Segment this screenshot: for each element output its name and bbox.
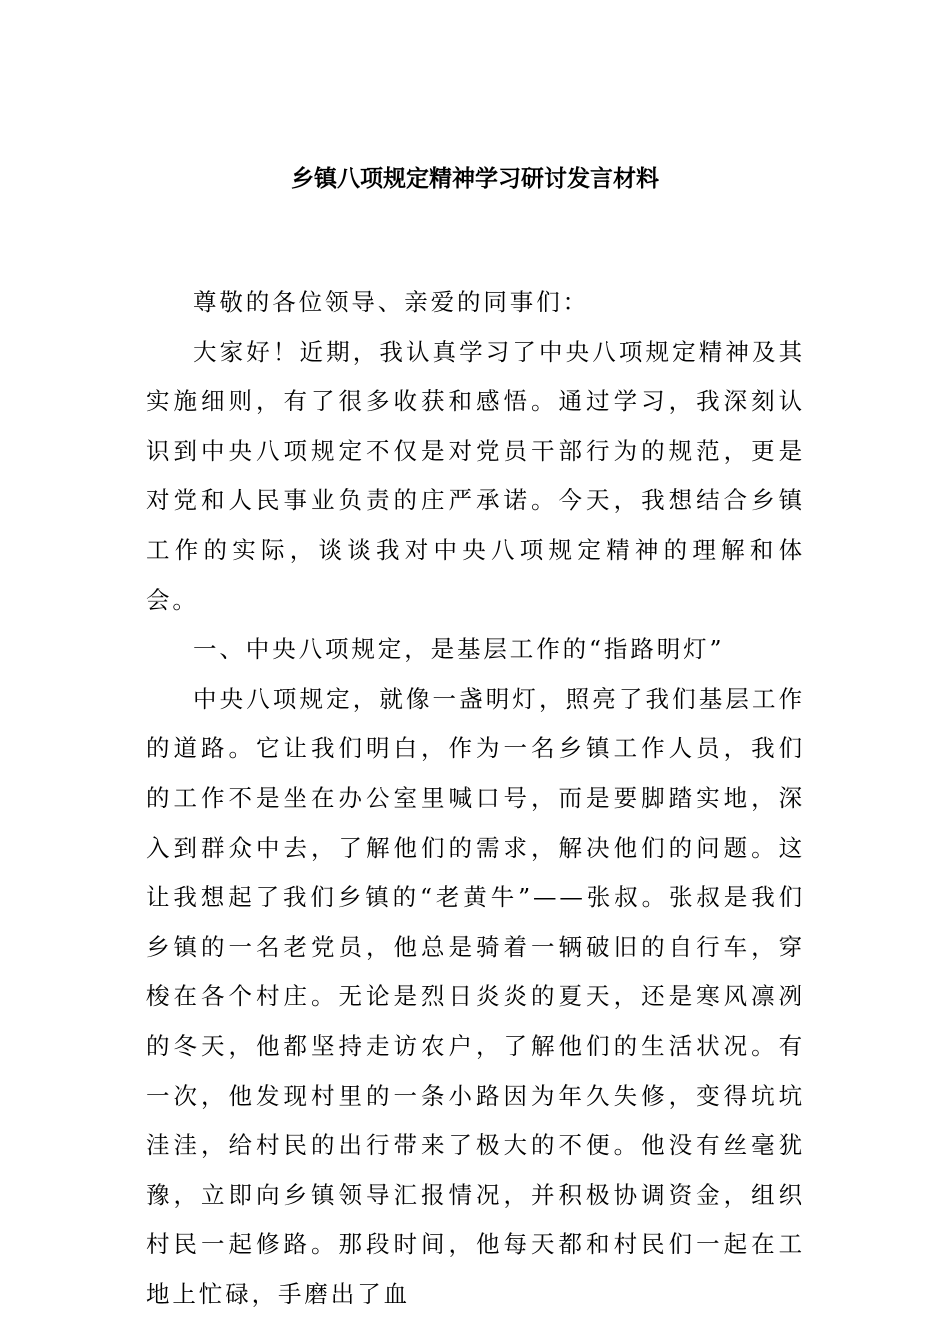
document-body <box>146 278 805 1319</box>
document-title: 乡镇八项规定精神学习研讨发言材料 <box>291 165 659 192</box>
intro-paragraph: 大家好！近期，我认真学习了中央八项规定精神及其实施细则，有了很多收获和感悟。通过学习，我深刻认识到中央八项规定不仅是对党员干部行为的规范，更是对党和人民事业负责的庄严承诺。今天，我想结合乡镇工作的实际，谈谈我对中央八项规定精神的理解和体会。 <box>146 337 805 614</box>
section-heading-1: 一、中央八项规定，是基层工作的“指路明灯” <box>193 635 725 664</box>
salutation-paragraph: 尊敬的各位领导、亲爱的同事们： <box>193 288 589 316</box>
body-paragraph: 中央八项规定，就像一盏明灯，照亮了我们基层工作的道路。它让我们明白，作为一名乡镇工作人员，我们的工作不是坐在办公室里喊口号，而是要脚踏实地，深入到群众中去，了解他们的需求，解决他们的问题。这让我想起了我们乡镇的“老黄牛”——张叔。张叔是我们乡镇的一名老党员，他总是骑着一辆破旧的自行车，穿梭在各个村庄。无论是烈日炎炎的夏天，还是寒风凛冽的冬天，他都坚持走访农户，了解他们的生活状况。有一次，他发现村里的一条小路因为年久失修，变得坑坑洼洼，给村民的出行带来了极大的不便。他没有丝毫犹豫，立即向乡镇领导汇报情况，并积极协调资金，组织村民一起修路。那段时间，他每天都和村民们一起在工地上忙碌，手磨出了血 <box>146 684 805 1308</box>
